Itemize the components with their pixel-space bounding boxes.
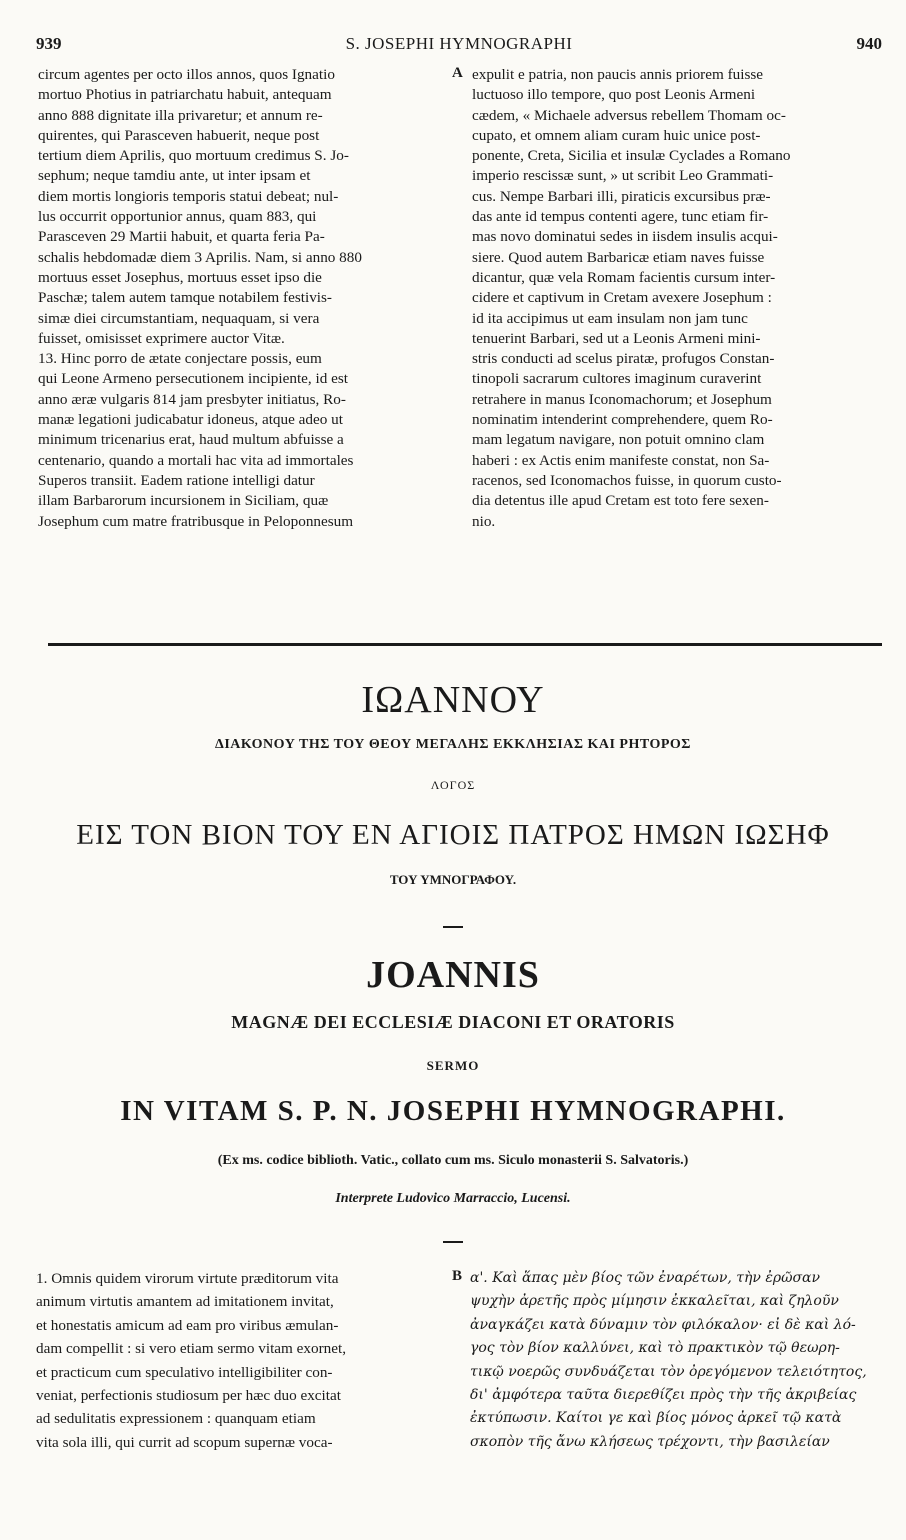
text-line: Paschæ; talem autem tamque notabilem festivis-: [38, 289, 332, 307]
latin-sermo: SERMO: [426, 1058, 480, 1073]
text-line: cidere et captivum in Cretam avexere Josephum :: [472, 289, 772, 307]
text-line: 13. Hinc porro de ætate conjectare possis, eum: [38, 350, 322, 368]
text-line: manæ legationi judicabatur idoneus, atque adeo ut: [38, 411, 343, 429]
text-line: γος τὸν βίον καλλύνει, καὶ τὸ πρακτικὸν τῷ θεωρη-: [470, 1340, 840, 1357]
text-line: mam legatum navigare, non potuit omnino clam: [472, 431, 765, 449]
bottom-left-column: [36, 1267, 448, 1454]
text-line: Josephum cum matre fratribusque in Peloponnesum: [38, 512, 354, 530]
text-line: Parasceven 29 Martii habuit, et quarta feria Pa-: [38, 228, 325, 246]
top-right-column: [472, 65, 880, 532]
page-number-left: 939: [36, 34, 62, 53]
text-line: Superos transiit. Eadem ratione intelligi datur: [38, 471, 315, 489]
text-line: cædem, « Michaele adversus rebellem Thomam oc-: [472, 106, 786, 124]
text-line: simæ diei circumstantiam, nequaquam, si vera: [38, 309, 320, 327]
section-divider: [48, 643, 882, 646]
running-title: S. JOSEPHI HYMNOGRAPHI: [345, 34, 573, 53]
text-line: minimum tricenarius erat, haud multum abfuisse a: [38, 431, 344, 449]
text-line: σκοπὸν τῆς ἄνω κλήσεως τρέχοντι, τὴν βασιλείαν: [470, 1433, 830, 1450]
page-number-right: 940: [856, 34, 882, 53]
text-line: nominatim intenderint comprehendere, quem Ro-: [472, 411, 773, 429]
text-line: tinopoli sacrarum cultores imaginum curaverint: [472, 370, 762, 388]
text-line: anno æræ vulgaris 814 jam presbyter initiatus, Ro-: [38, 390, 346, 408]
greek-small-title: ΤΟΥ ΥΜΝΟΓΡΑΦΟΥ.: [389, 872, 517, 887]
text-line: centenario, quando a mortali hac vita ad immortales: [38, 451, 354, 469]
text-line: dia detentus ille apud Cretam est toto fere sexen-: [472, 492, 769, 510]
latin-interpreter: Interprete Ludovico Marraccio, Lucensi.: [335, 1191, 571, 1206]
text-line: ad sedulitatis expressionem : quanquam etiam: [36, 1410, 316, 1428]
text-line: mas novo dominatui sedes in iisdem insulis acqui-: [472, 228, 778, 246]
greek-subtitle: ΔΙΑΚΟΝΟΥ ΤΗΣ ΤΟΥ ΘΕΟΥ ΜΕΓΑΛΗΣ ΕΚΚΛΗΣΙΑΣ ΚΑΙ ΡΗΤΟΡΟΣ: [215, 737, 691, 752]
running-header: [36, 34, 882, 58]
text-line: haberi : ex Actis enim manifeste constat, non Sa-: [472, 451, 770, 469]
text-line: cupato, et omnem aliam curam huic unice post-: [472, 126, 761, 144]
text-line: α'. Καὶ ἅπας μὲν βίος τῶν ἐναρέτων, τὴν ἐρῶσαν: [470, 1270, 821, 1286]
text-line: siere. Quod autem Barbaricæ etiam naves fuisse: [472, 248, 765, 266]
section-marker-b: B: [452, 1268, 463, 1284]
text-line: sephum; neque tamdiu ante, ut inter ipsam et: [38, 167, 311, 185]
text-line: schalis hebdomadæ diem 3 Aprilis. Nam, si anno 880: [38, 248, 362, 266]
text-line: et practicum cum speculativo intelligibiliter con-: [36, 1363, 333, 1381]
text-line: luctuoso illo tempore, quo post Leonis Armeni: [472, 86, 756, 104]
text-line: mortuo Photius in patriarchatu habuit, antequam: [38, 86, 332, 104]
text-line: expulit e patria, non paucis annis priorem fuisse: [472, 66, 764, 83]
text-line: δι' ἀμφότερα ταῦτα διερεθίζει πρὸς τὴν τῆς ἀκριβείας: [470, 1386, 857, 1403]
latin-manuscript-note: (Ex ms. codice biblioth. Vatic., collato cum ms. Siculo monasterii S. Salvatoris.): [217, 1153, 689, 1168]
text-line: illam Barbarorum incursionem in Siciliam, quæ: [38, 492, 329, 510]
text-line: qui Leone Armeno persecutionem incipiente, id est: [38, 370, 348, 388]
title-dash-1: [443, 926, 463, 928]
text-line: id ita accipimus ut eam insulam non jam tunc: [472, 309, 748, 327]
latin-main-title: IN VITAM S. P. N. JOSEPHI HYMNOGRAPHI.: [120, 1095, 786, 1127]
bottom-right-column: [470, 1267, 878, 1454]
text-line: tenuerint Barbari, sed ut a Leonis Armeni mini-: [472, 329, 761, 347]
text-line: fuisset, omisisset exprimere auctor Vitæ.: [38, 329, 285, 347]
text-line: racenos, sed Iconomachos fuisse, in quorum custo-: [472, 471, 782, 489]
text-line: tertium diem Aprilis, quo mortuum credimus S. Jo-: [38, 147, 349, 165]
text-line: ἐκτύπωσιν. Καίτοι γε καὶ βίος μόνος ἀρκεῖ τῷ κατὰ: [470, 1410, 842, 1427]
text-line: lus occurrit opportunior annus, quam 883, qui: [38, 208, 317, 226]
latin-subtitle: MAGNÆ DEI ECCLESIÆ DIACONI ET ORATORIS: [231, 1012, 675, 1032]
text-line: nio.: [472, 512, 496, 530]
text-line: retrahere in manus Iconomachorum; et Josephum: [472, 390, 772, 408]
text-line: ψυχὴν ἀρετῆς πρὸς μίμησιν ἐκκαλεῖται, καὶ ζηλοῦν: [470, 1293, 839, 1310]
text-line: anno 888 dignitate illa privaretur; et annum re-: [38, 106, 323, 124]
text-line: mortuus esset Josephus, mortuus esset ipso die: [38, 268, 322, 286]
text-line: vita sola illi, qui currit ad scopum supernæ voca-: [36, 1433, 333, 1451]
text-line: ponente, Creta, Sicilia et insulæ Cyclades a Romano: [472, 147, 791, 165]
text-line: veniat, perfectionis studiosum per hæc duo excitat: [36, 1386, 341, 1404]
text-line: τικῷ νοερῶς συνδυάζεται τὸν ὀρεγόμενον τελειότητος,: [470, 1363, 867, 1380]
text-line: cus. Nempe Barbari illi, piraticis excursibus præ-: [472, 187, 771, 205]
text-line: imperio rescissæ sunt, » ut scribit Leo Grammati-: [472, 167, 774, 185]
text-line: quirentes, qui Parasceven habuerit, neque post: [38, 126, 320, 144]
greek-logos: ΛΟΓΟΣ: [430, 778, 476, 792]
greek-title: ΙΩΑΝΝΟΥ: [361, 679, 545, 721]
text-line: dam compellit : si vero etiam sermo vitam exornet,: [36, 1340, 346, 1358]
section-marker-a: A: [452, 65, 463, 81]
top-left-column: [38, 65, 450, 532]
greek-main-title: ΕΙΣ ΤΟΝ ΒΙΟΝ ΤΟΥ ΕΝ ΑΓΙΟΙΣ ΠΑΤΡΟΣ ΗΜΩΝ ΙΩΣΗΦ: [76, 819, 830, 851]
text-line: 1. Omnis quidem virorum virtute præditorum vita: [36, 1270, 339, 1287]
title-dash-2: [443, 1241, 463, 1243]
text-line: circum agentes per octo illos annos, quos Ignatio: [38, 66, 335, 83]
text-line: animum virtutis amantem ad imitationem invitat,: [36, 1293, 334, 1311]
text-line: ἀναγκάζει κατὰ δύναμιν τὸν φιλόκαλον· εἰ δὲ καὶ λό-: [470, 1316, 856, 1333]
text-line: das ante id tempus contenti agere, tunc etiam fir-: [472, 208, 769, 226]
text-line: et honestatis amicum ad eam pro viribus æmulan-: [36, 1316, 339, 1334]
text-line: stris conducti ad scelus piratæ, profugos Constan-: [472, 350, 775, 368]
latin-title: JOANNIS: [366, 954, 540, 996]
text-line: dicantur, quæ vela Romam facientis cursum inter-: [472, 268, 776, 286]
text-line: diem mortis longioris temporis statui debeat; nul-: [38, 187, 339, 205]
